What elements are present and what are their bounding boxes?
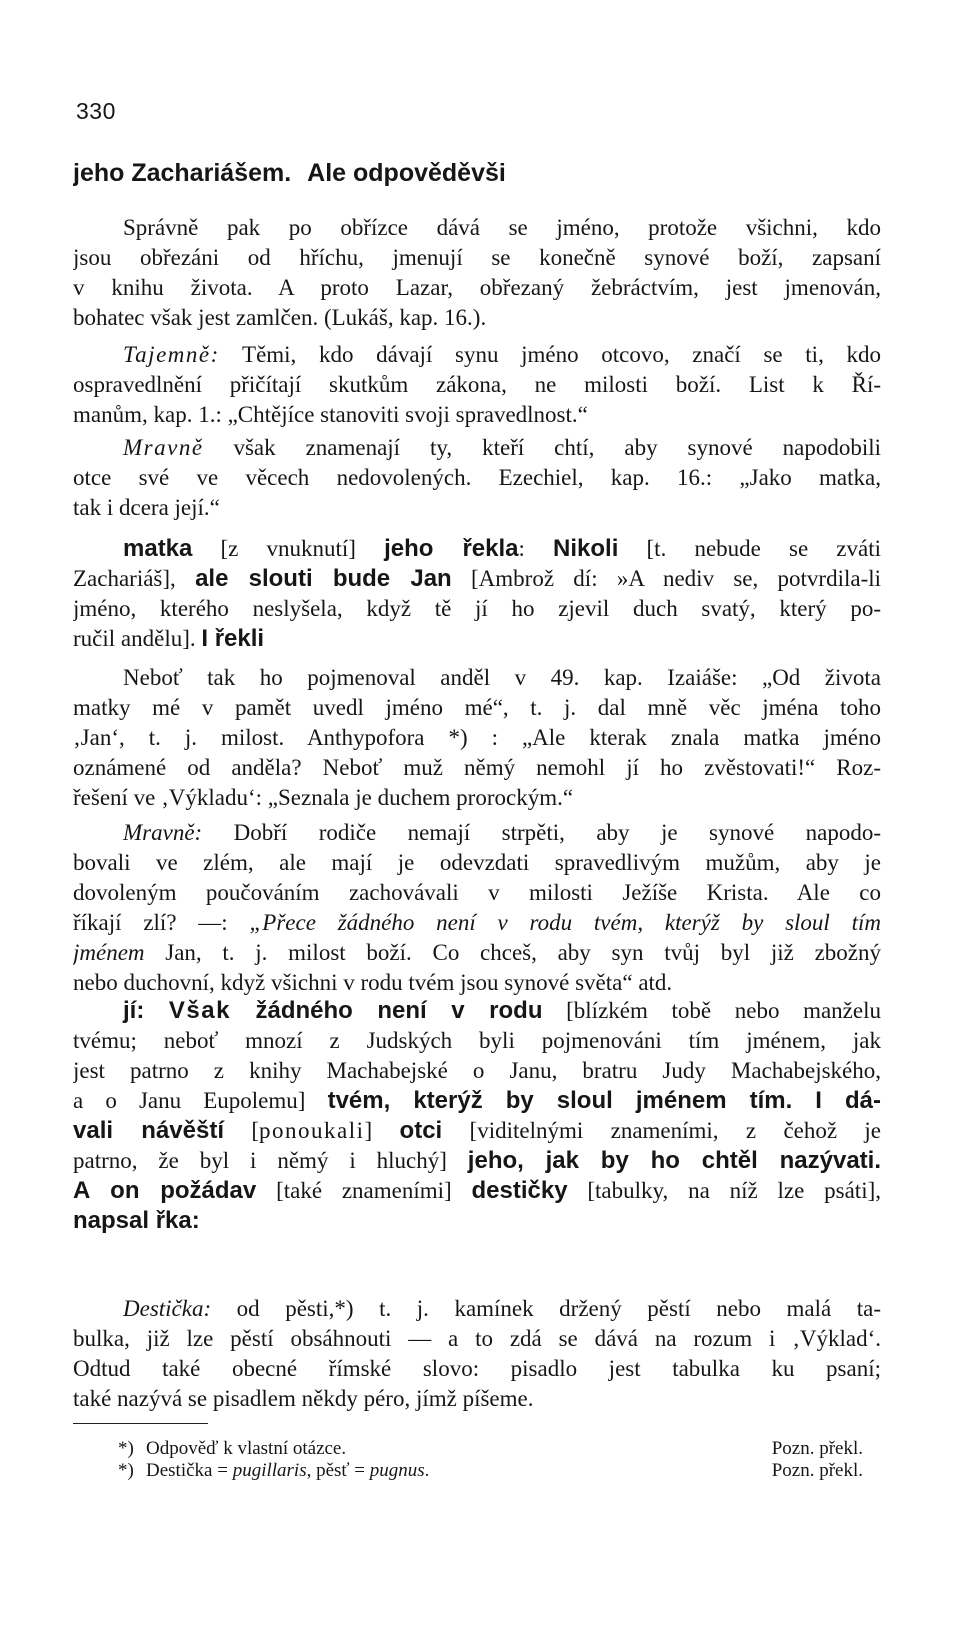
paragraph-6 xyxy=(73,1294,881,1414)
gospel2-lemma-e: vali návěští xyxy=(73,1117,225,1144)
gospel2-line-8 xyxy=(73,1206,881,1236)
footnote-1-attribution: Pozn. překl. xyxy=(771,1438,863,1459)
page-number: 330 xyxy=(76,98,116,124)
gospel2-gloss-e: patrno, že byl i němý i hluchý] xyxy=(73,1148,468,1173)
gospel1-line-3: jméno, kterého neslyšela, když tě jí ho zjevil duch svatý, který po- xyxy=(73,596,881,621)
gospel2-line-1 xyxy=(73,996,881,1026)
gospel2-gloss-f: [také znameními] xyxy=(256,1178,472,1203)
heading-lemma-1: jeho Zachariášem. xyxy=(73,159,292,187)
gospel1-gloss-b: [t. nebude se zváti xyxy=(618,536,881,561)
para6-line-1 xyxy=(73,1294,881,1324)
para5-line-1 xyxy=(73,818,881,848)
gospel2-lemma-d: tvém, kterýž by sloul jménem tím. I dá- xyxy=(327,1087,881,1114)
para4-line-4: oznámené od anděla? Neboť muž němý nemohl jí ho zvěstovati!“ Roz- xyxy=(73,755,881,780)
footnote-1 xyxy=(118,1438,863,1460)
paragraph-5 xyxy=(73,818,881,998)
para2-label: Tajemně: xyxy=(123,342,220,367)
para2-line-1 xyxy=(73,340,881,370)
paragraph-4 xyxy=(73,663,881,813)
gospel2-lemma-i: destičky xyxy=(471,1177,568,1204)
gospel1-lemma-d: ale slouti bude Jan xyxy=(195,565,452,592)
footnote-1-text xyxy=(118,1438,346,1460)
gospel1-gloss-a: [z vnuknutí] xyxy=(192,536,385,561)
para3-label: Mravně xyxy=(123,435,204,460)
para5-quote: „Přece žádného není v rodu tvém, kterýž by sloul tím xyxy=(249,910,881,935)
gospel1-lemma-b: jeho řekla xyxy=(384,535,519,562)
para6-line-1-text: od pěsti,*) t. j. kamínek držený pěstí nebo malá ta- xyxy=(211,1296,881,1321)
para3-line-2: otce své ve věcech nedovolených. Ezechiel, kap. 16.: „Jako matka, xyxy=(73,465,881,490)
footnote-1-body: Odpověď k vlastní otázce. xyxy=(146,1438,347,1459)
footnote-2-body-a: Destička = xyxy=(146,1460,233,1481)
gospel1-line-2 xyxy=(73,564,881,594)
para5-line-5 xyxy=(73,938,881,968)
gospel2-lemma-c: žádného není v rodu xyxy=(230,997,543,1024)
para2-line-2: ospravedlnění přičítají skutkům zákona, ne milosti boží. List k Ří- xyxy=(73,372,881,397)
gospel2-gloss-c: ponoukali xyxy=(259,1118,365,1143)
para5-label: Mravně: xyxy=(123,820,203,845)
para2-line-1-text: Těmi, kdo dávají synu jméno otcovo, značí se ti, kdo xyxy=(219,342,881,367)
footnote-2-latin-a: pugillaris xyxy=(232,1460,307,1481)
gospel2-lemma-g: jeho, jak by ho chtěl nazývati. xyxy=(467,1147,881,1174)
footnote-2-body-b: , pěsť = xyxy=(306,1460,370,1481)
paragraph-2 xyxy=(73,340,881,430)
gospel2-bracket-open: [ xyxy=(224,1118,260,1143)
para5-line-2: bovali ve zlém, ale mají je odevzdati spravedlivým mužům, aby je xyxy=(73,850,881,875)
para4-line-2: matky mé v pamět uvedl jméno mé“, t. j. dal mně věc jména toho xyxy=(73,695,881,720)
para1-line-1: Správně pak po obřízce dává se jméno, protože všichni, kdo xyxy=(123,215,881,240)
para6-line-4: také nazývá se pisadlem někdy péro, jímž píšeme. xyxy=(73,1386,534,1411)
para1-line-2: jsou obřezáni od hříchu, jmenují se konečně synové boží, zapsaní xyxy=(73,245,881,270)
gospel2-gloss-d: [viditelnými znameními, z čehož je xyxy=(442,1118,881,1143)
gospel1-lemma-c: Nikoli xyxy=(553,535,619,562)
para5-quote-end: jménem xyxy=(73,940,145,965)
para5-line-5-text: Jan, t. j. milost boží. Co chceš, aby syn tvůj byl již zbožný xyxy=(144,940,881,965)
gospel2-bracket-close: ] xyxy=(364,1118,400,1143)
para4-line-5: řešení ve ‚Výkladu‘: „Seznala je duchem prorockým.“ xyxy=(73,785,574,810)
heading-block xyxy=(73,158,881,188)
para1-line-3: v knihu života. A proto Lazar, obřezaný žebráctvím, jest jmenován, xyxy=(73,275,881,300)
gospel2-lemma-b: Však xyxy=(168,997,231,1024)
para5-line-4 xyxy=(73,908,881,938)
footnote-2-attribution: Pozn. překl. xyxy=(771,1460,863,1481)
para6-line-2: bulka, již lze pěstí obsáhnouti — a to zdá se dává na rozum i ‚Výklad‘. xyxy=(73,1326,881,1351)
paragraph-3 xyxy=(73,433,881,523)
para5-line-6: nebo duchovní, když všichni v rodu tvém jsou synové světa“ atd. xyxy=(73,970,673,995)
gospel-block-2 xyxy=(73,996,881,1236)
para4-line-3: ‚Jan‘, t. j. milost. Anthypofora *) : „Ale kterak znala matka jméno xyxy=(73,725,881,750)
para5-line-3: dovoleným poučováním zachovávali v milosti Ježíše Krista. Ale co xyxy=(73,880,881,905)
gospel1-gloss-c: Zachariáš], xyxy=(73,566,196,591)
gospel2-line-2: tvému; neboť mnozí z Judských byli pojmenováni tím jménem, jak xyxy=(73,1028,881,1053)
heading-line xyxy=(73,158,881,188)
gospel2-lemma-h: A on požádav xyxy=(73,1177,257,1204)
gospel2-lemma-j: napsal řka: xyxy=(73,1207,200,1234)
gospel2-line-4 xyxy=(73,1086,881,1116)
gospel2-line-5 xyxy=(73,1116,881,1146)
footnote-2-text xyxy=(118,1460,429,1482)
gospel1-line-4 xyxy=(73,624,881,654)
gospel-block-1 xyxy=(73,534,881,654)
gospel2-line-7 xyxy=(73,1176,881,1206)
gospel1-gloss-e: ručil andělu]. xyxy=(73,626,202,651)
footnote-2-latin-b: pugnus xyxy=(369,1460,425,1481)
para4-line-1: Neboť tak ho pojmenoval anděl v 49. kap. Izaiáše: „Od života xyxy=(123,665,881,690)
gospel2-gloss-a: [blízkém tobě nebo manželu xyxy=(542,998,881,1023)
gospel2-gloss-b: a o Janu Eupolemu] xyxy=(73,1088,328,1113)
paragraph-1 xyxy=(73,213,881,333)
gospel1-lemma-a: matka xyxy=(123,535,193,562)
footnote-1-mark: *) xyxy=(118,1438,134,1459)
para5-line-1-text: Dobří rodiče nemají strpěti, aby je synové napodo- xyxy=(202,820,881,845)
gospel1-colon: : xyxy=(518,536,554,561)
gospel2-lemma-f: otci xyxy=(399,1117,443,1144)
para1-line-4: bohatec však jest zamlčen. (Lukáš, kap. 16.). xyxy=(73,305,487,330)
para3-line-1-text: však znamenají ty, kteří chtí, aby synové napodobili xyxy=(203,435,881,460)
para6-label: Destička: xyxy=(123,1296,212,1321)
para3-line-3: tak i dcera její.“ xyxy=(73,495,220,520)
gospel2-gloss-g: [tabulky, na níž lze psáti], xyxy=(567,1178,881,1203)
footnote-2-body-c: . xyxy=(424,1460,430,1481)
gospel1-gloss-d: [Ambrož dí: »A nediv se, potvrdila-li xyxy=(451,566,881,591)
gospel2-line-3: jest patrno z knihy Machabejské o Janu, bratru Judy Machabejského, xyxy=(73,1058,881,1083)
gospel2-lemma-a: jí: xyxy=(123,997,169,1024)
para6-line-3: Odtud také obecné římské slovo: pisadlo jest tabulka ku psaní; xyxy=(73,1356,881,1381)
para3-line-1 xyxy=(73,433,881,463)
para5-line-4-text: říkají zlí? —: xyxy=(73,910,250,935)
gospel1-lemma-e: I řekli xyxy=(201,625,265,652)
gospel2-line-6 xyxy=(73,1146,881,1176)
footnote-rule xyxy=(73,1423,208,1424)
footnote-2-mark: *) xyxy=(118,1460,134,1481)
para2-line-3: manům, kap. 1.: „Chtějíce stanoviti svoji spravedlnost.“ xyxy=(73,402,588,427)
heading-lemma-2: Ale odpověděvši xyxy=(307,159,506,187)
gospel1-line-1 xyxy=(73,534,881,564)
footnote-2 xyxy=(118,1460,863,1482)
